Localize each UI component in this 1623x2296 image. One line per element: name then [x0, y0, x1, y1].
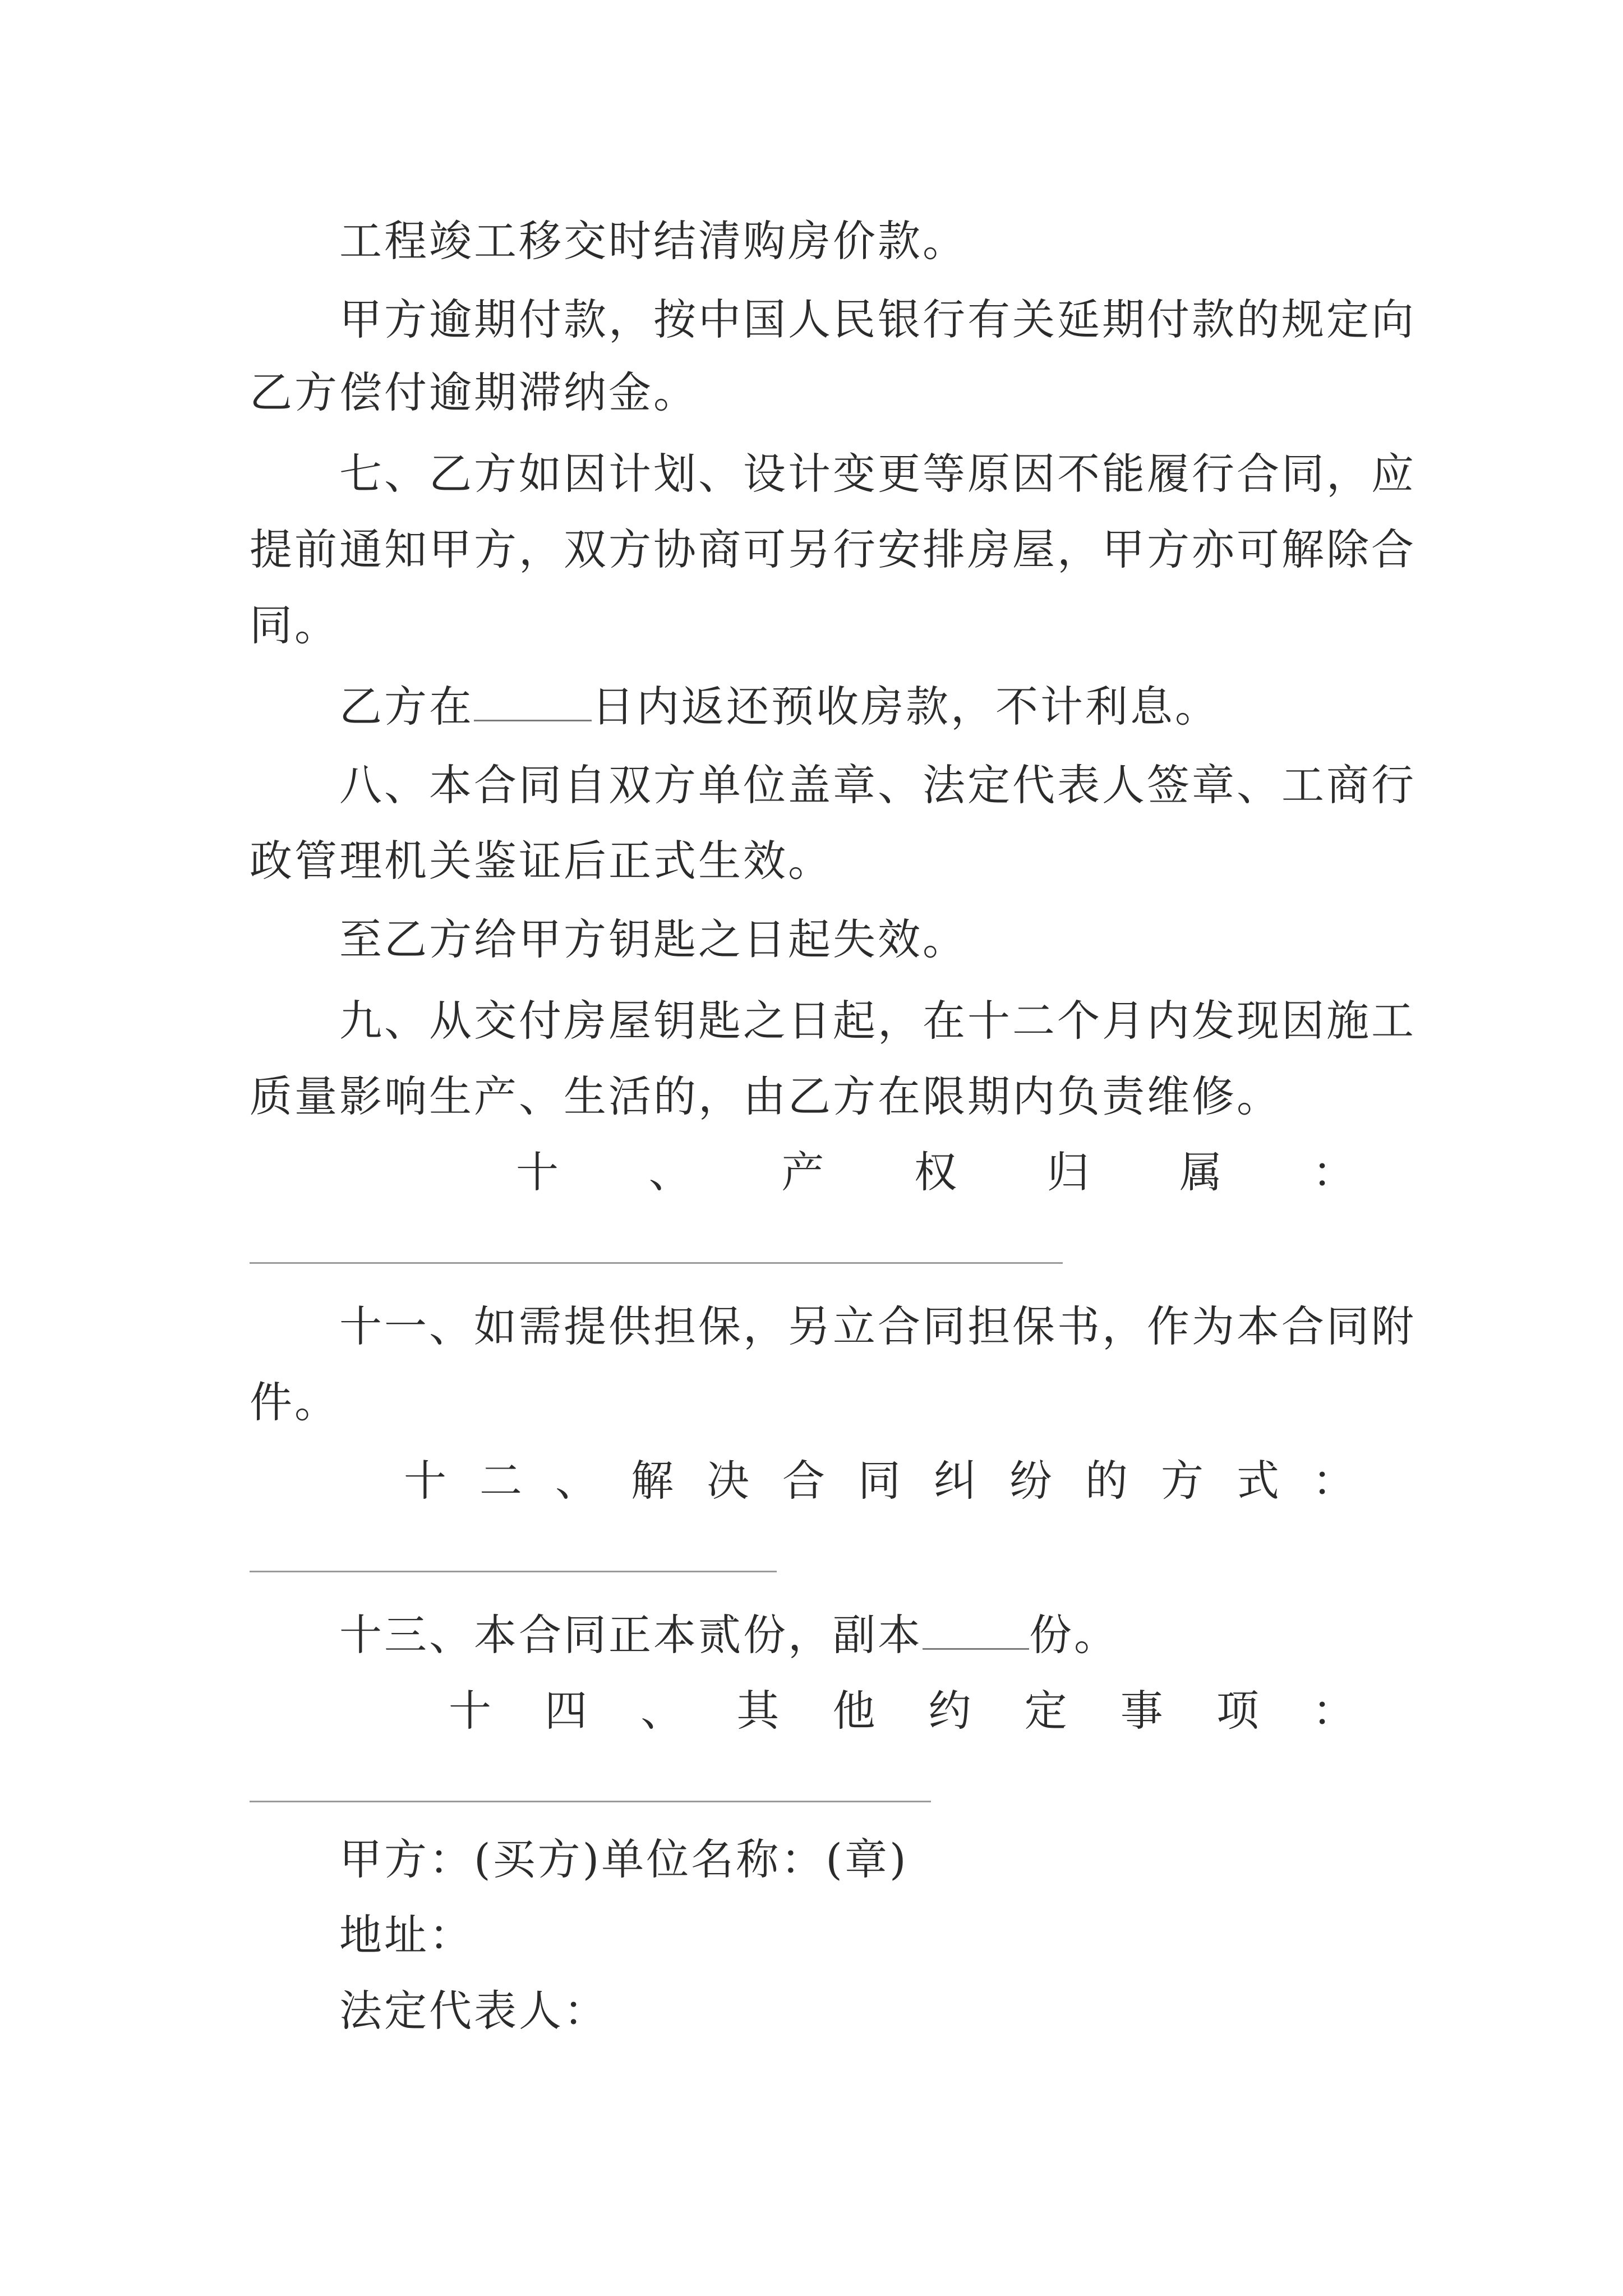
heading-char: 项 [1216, 1686, 1261, 1736]
text-line: 甲方逾期付款，按中国人民银行有关延期付款的规定向 [339, 295, 1416, 344]
party-a-legal-rep: 法定代表人： [339, 1986, 608, 2036]
days-blank[interactable] [474, 680, 592, 721]
clause-14-heading [449, 1683, 1357, 1739]
heading-char: 权 [914, 1147, 959, 1197]
heading-char: 、 [640, 1686, 686, 1736]
heading-char: 归 [1046, 1147, 1092, 1197]
heading-char: 的 [1085, 1456, 1130, 1506]
heading-char: 十 [516, 1147, 561, 1197]
text-line: 件。 [250, 1377, 339, 1427]
refund-line [339, 679, 1388, 735]
heading-char: 式 [1237, 1456, 1281, 1506]
heading-char: 、 [555, 1456, 600, 1506]
heading-char: 四 [545, 1686, 590, 1736]
heading-char: 解 [631, 1456, 676, 1506]
text-line: 七、乙方如因计划、设计变更等原因不能履行合同，应 [339, 449, 1416, 499]
text-line: 质量影响生产、生活的，由乙方在限期内负责维修。 [250, 1071, 1281, 1121]
copies-line [339, 1607, 1388, 1663]
heading-char: 事 [1120, 1686, 1165, 1736]
heading-char: ： [1312, 1147, 1357, 1197]
heading-char: 属 [1179, 1147, 1225, 1197]
heading-char: 纷 [1009, 1456, 1054, 1506]
copies-before: 十三、本合同正本贰份，副本 [339, 1610, 923, 1660]
heading-char: 决 [707, 1456, 751, 1506]
text-line: 十一、如需提供担保，另立合同担保书，作为本合同附 [339, 1301, 1416, 1351]
heading-char: 产 [781, 1147, 827, 1197]
party-a-address: 地址： [339, 1910, 474, 1960]
refund-before: 乙方在 [339, 682, 474, 731]
text-line: 政管理机关鉴证后正式生效。 [250, 836, 833, 886]
heading-char: 纠 [934, 1456, 979, 1506]
heading-char: 十 [404, 1456, 449, 1506]
text-line: 至乙方给甲方钥匙之日起失效。 [339, 914, 967, 964]
heading-char: 方 [1161, 1456, 1206, 1506]
heading-char: 同 [858, 1456, 903, 1506]
text-line: 九、从交付房屋钥匙之日起，在十二个月内发现因施工 [339, 996, 1416, 1046]
copies-after: 份。 [1029, 1610, 1119, 1660]
heading-char: ： [1312, 1686, 1357, 1736]
heading-char: 、 [648, 1147, 694, 1197]
text-line: 乙方偿付逾期滞纳金。 [250, 367, 698, 417]
heading-char: 其 [736, 1686, 782, 1736]
party-a-name: 甲方：(买方)单位名称：(章) [339, 1834, 909, 1884]
heading-char: 合 [782, 1456, 827, 1506]
clause-14-blank-line[interactable] [250, 1801, 931, 1802]
text-line: 八、本合同自双方单位盖章、法定代表人签章、工商行 [339, 760, 1416, 810]
heading-char: 二 [479, 1456, 524, 1506]
text-line: 提前通知甲方，双方协商可另行安排房屋，甲方亦可解除合 [250, 524, 1416, 574]
refund-after: 日内返还预收房款，不计利息。 [592, 682, 1220, 731]
heading-char: 十 [449, 1686, 494, 1736]
heading-char: ： [1312, 1456, 1357, 1506]
text-line: 工程竣工移交时结清购房价款。 [339, 216, 967, 266]
clause-10-blank-line[interactable] [250, 1262, 1063, 1264]
heading-char: 他 [832, 1686, 878, 1736]
clause-10-heading [516, 1144, 1357, 1200]
clause-12-blank-line[interactable] [250, 1571, 777, 1572]
text-line: 同。 [250, 600, 339, 650]
clause-12-heading [404, 1453, 1357, 1509]
copies-blank[interactable] [923, 1609, 1029, 1650]
heading-char: 约 [928, 1686, 974, 1736]
heading-char: 定 [1024, 1686, 1069, 1736]
